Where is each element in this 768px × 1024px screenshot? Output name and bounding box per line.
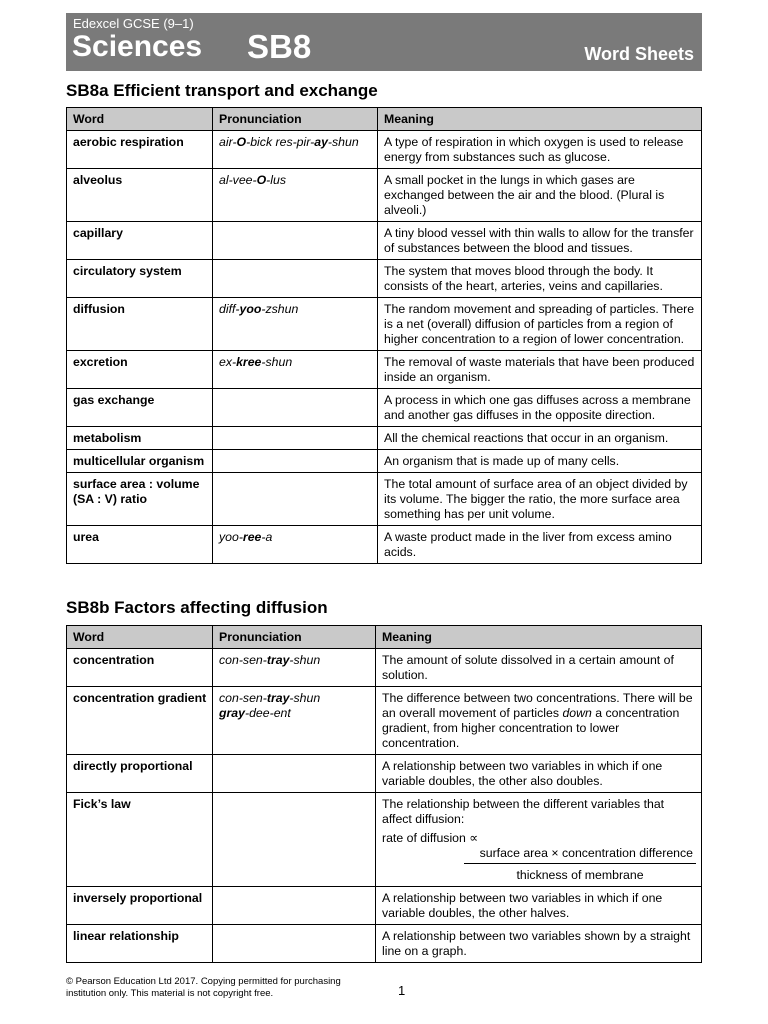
meaning-text: The amount of solute dissolved in a certain amount of solution. bbox=[382, 653, 674, 682]
column-header-pronunciation: Pronunciation bbox=[213, 626, 376, 649]
table-row bbox=[67, 260, 702, 298]
term-pronunciation: con-sen-tray-shun gray-dee-ent bbox=[213, 687, 376, 755]
term-pronunciation: ex-kree-shun bbox=[213, 351, 378, 389]
column-header-word: Word bbox=[67, 626, 213, 649]
term-word: urea bbox=[67, 526, 213, 564]
term-word: capillary bbox=[67, 222, 213, 260]
meaning-text: A tiny blood vessel with thin walls to allow for the transfer of substances between the blood and tissues. bbox=[384, 226, 694, 255]
table-row bbox=[67, 526, 702, 564]
table-row bbox=[67, 351, 702, 389]
table-row bbox=[67, 389, 702, 427]
table-row bbox=[67, 649, 702, 687]
meaning-text: The random movement and spreading of particles. There is a net (overall) diffusion of particles from a region of higher concentration to a region of lower concentration. bbox=[384, 302, 695, 346]
term-pronunciation bbox=[213, 755, 376, 793]
term-word: directly proportional bbox=[67, 755, 213, 793]
column-header-word: Word bbox=[67, 108, 213, 131]
term-pronunciation bbox=[213, 427, 378, 450]
meaning-text: A process in which one gas diffuses across a membrane and another gas diffuses in the opposite direction. bbox=[384, 393, 691, 422]
table-row bbox=[67, 131, 702, 169]
term-meaning bbox=[378, 427, 702, 450]
term-pronunciation bbox=[213, 450, 378, 473]
term-meaning bbox=[378, 450, 702, 473]
table-row bbox=[67, 887, 702, 925]
term-word: gas exchange bbox=[67, 389, 213, 427]
column-header-meaning: Meaning bbox=[378, 108, 702, 131]
section-title-sb8a: SB8a Efficient transport and exchange bbox=[66, 81, 378, 100]
column-header-meaning: Meaning bbox=[376, 626, 702, 649]
table-row bbox=[67, 450, 702, 473]
term-pronunciation bbox=[213, 389, 378, 427]
meaning-text: The total amount of surface area of an object divided by its volume. The bigger the ratio, the more surface area something has per unit volume. bbox=[384, 477, 688, 521]
meaning-text: A small pocket in the lungs in which gases are exchanged between the air and the blood. (Plural is alveoli.) bbox=[384, 173, 665, 217]
glossary-table-sb8a bbox=[66, 107, 702, 564]
term-word: Fick’s law bbox=[67, 793, 213, 887]
header-label: Word Sheets bbox=[584, 44, 694, 64]
meaning-text: A type of respiration in which oxygen is used to release energy from substances such as glucose. bbox=[384, 135, 684, 164]
term-pronunciation: yoo-ree-a bbox=[213, 526, 378, 564]
table-row bbox=[67, 687, 702, 755]
term-meaning bbox=[378, 389, 702, 427]
term-meaning bbox=[378, 131, 702, 169]
term-word: concentration gradient bbox=[67, 687, 213, 755]
page-number: 1 bbox=[398, 983, 406, 998]
table-header-row bbox=[67, 626, 702, 649]
meaning-text: A waste product made in the liver from excess amino acids. bbox=[384, 530, 672, 559]
term-meaning bbox=[378, 260, 702, 298]
header-title: Sciences bbox=[72, 30, 203, 63]
term-word: linear relationship bbox=[67, 925, 213, 963]
term-meaning bbox=[378, 473, 702, 526]
section-title-sb8b: SB8b Factors affecting diffusion bbox=[66, 598, 328, 617]
meaning-text: The removal of waste materials that have been produced inside an organism. bbox=[384, 355, 695, 384]
term-pronunciation: al-vee-O-lus bbox=[213, 169, 378, 222]
meaning-text: All the chemical reactions that occur in an organism. bbox=[384, 431, 669, 445]
term-meaning bbox=[376, 649, 702, 687]
meaning-text: A relationship between two variables in which if one variable doubles, the other also doubles. bbox=[382, 759, 663, 788]
table-row bbox=[67, 925, 702, 963]
term-meaning bbox=[376, 793, 702, 887]
term-word: concentration bbox=[67, 649, 213, 687]
term-word: surface area : volume (SA : V) ratio bbox=[67, 473, 213, 526]
meaning-text: An organism that is made up of many cells. bbox=[384, 454, 620, 468]
meaning-text: The system that moves blood through the body. It consists of the heart, arteries, veins and capillaries. bbox=[384, 264, 663, 293]
term-pronunciation bbox=[213, 793, 376, 887]
term-pronunciation bbox=[213, 260, 378, 298]
term-meaning bbox=[378, 298, 702, 351]
term-word: inversely proportional bbox=[67, 887, 213, 925]
term-pronunciation: air-O-bick res-pir-ay-shun bbox=[213, 131, 378, 169]
meaning-text: A relationship between two variables shown by a straight line on a graph. bbox=[382, 929, 691, 958]
term-pronunciation: con-sen-tray-shun bbox=[213, 649, 376, 687]
term-word: metabolism bbox=[67, 427, 213, 450]
table-row bbox=[67, 427, 702, 450]
table-row bbox=[67, 473, 702, 526]
copyright-text: © Pearson Education Ltd 2017. Copying permitted for purchasing institution only. This material is not copyright free. bbox=[66, 976, 341, 999]
term-word: multicellular organism bbox=[67, 450, 213, 473]
term-meaning bbox=[378, 351, 702, 389]
copyright-notice bbox=[66, 976, 366, 1000]
table-header-row bbox=[67, 108, 702, 131]
term-pronunciation bbox=[213, 887, 376, 925]
term-pronunciation bbox=[213, 222, 378, 260]
term-meaning bbox=[376, 887, 702, 925]
term-pronunciation: diff-yoo-zshun bbox=[213, 298, 378, 351]
term-meaning bbox=[378, 169, 702, 222]
term-pronunciation bbox=[213, 925, 376, 963]
term-meaning bbox=[378, 526, 702, 564]
table-row bbox=[67, 298, 702, 351]
table-row bbox=[67, 222, 702, 260]
term-word: aerobic respiration bbox=[67, 131, 213, 169]
page-header bbox=[66, 13, 702, 71]
unit-code: SB8 bbox=[247, 28, 312, 65]
meaning-text: The difference between two concentrations. There will be an overall movement of particles down a concentration gradient, from higher concentration to lower concentration. bbox=[382, 691, 693, 750]
formula-label: rate of diffusion ∝ bbox=[382, 831, 479, 845]
table-row bbox=[67, 755, 702, 793]
term-word: diffusion bbox=[67, 298, 213, 351]
term-pronunciation bbox=[213, 473, 378, 526]
term-meaning bbox=[376, 687, 702, 755]
term-word: circulatory system bbox=[67, 260, 213, 298]
header-subtitle: Edexcel GCSE (9–1) bbox=[73, 16, 194, 31]
ficks-law-formula bbox=[382, 831, 696, 883]
meaning-text: A relationship between two variables in which if one variable doubles, the other halves. bbox=[382, 891, 663, 920]
term-word: excretion bbox=[67, 351, 213, 389]
term-meaning bbox=[376, 755, 702, 793]
table-row bbox=[67, 169, 702, 222]
table-row bbox=[67, 793, 702, 887]
formula-denominator: thickness of membrane bbox=[516, 868, 644, 882]
term-word: alveolus bbox=[67, 169, 213, 222]
formula-numerator: surface area × concentration difference bbox=[464, 846, 696, 864]
glossary-table-sb8b bbox=[66, 625, 702, 963]
column-header-pronunciation: Pronunciation bbox=[213, 108, 378, 131]
term-meaning bbox=[376, 925, 702, 963]
term-meaning bbox=[378, 222, 702, 260]
meaning-text: The relationship between the different variables that affect diffusion: bbox=[382, 797, 665, 826]
